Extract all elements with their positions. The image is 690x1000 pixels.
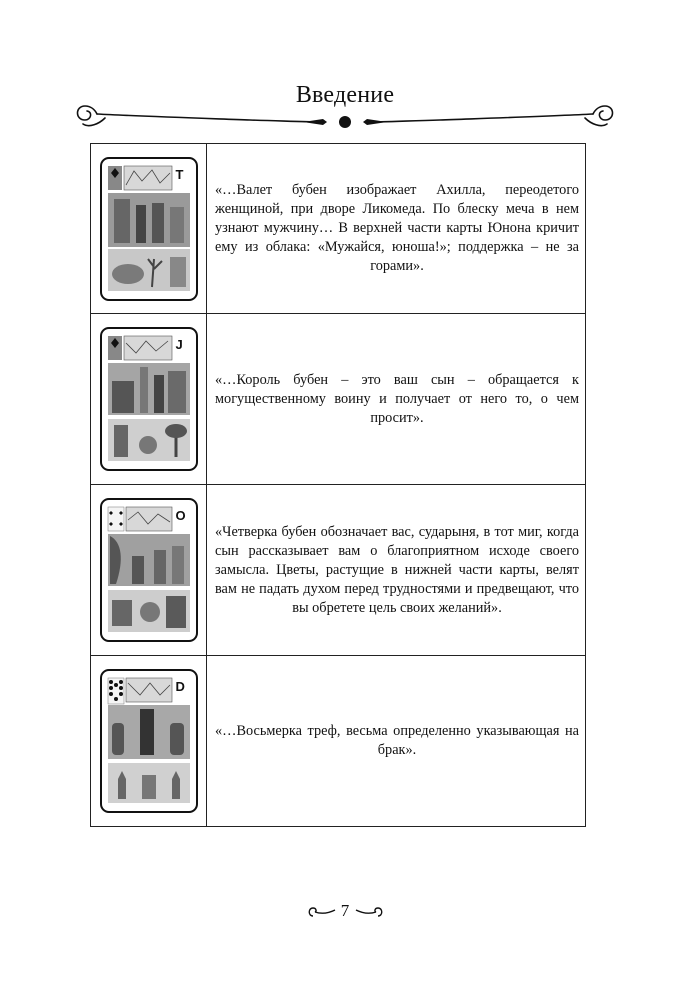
page-number: 7 bbox=[340, 901, 350, 920]
card-corner-letter: T bbox=[175, 166, 184, 182]
page-title: Введение bbox=[295, 82, 395, 108]
header-ornament-divider bbox=[75, 98, 615, 138]
page-folio bbox=[0, 901, 690, 921]
card-description: «…Валет бубен изображает Ахилла, переодетого женщиной, при дворе Ликомеда. По блеску меча в нем узнают мужчину… В верхней части карты Юнона кричит ему из облака: «Мужайся, юноша!»; поддержка – не за горами». bbox=[215, 182, 579, 274]
table-row bbox=[91, 485, 586, 656]
card-corner-letter: J bbox=[175, 337, 183, 352]
left-flourish-icon bbox=[307, 905, 337, 919]
card-image-eight-of-clubs bbox=[100, 669, 198, 813]
table-row bbox=[91, 314, 586, 485]
card-description: «…Король бубен – это ваш сын – обращается к могущественному воину и получает от него то, о чем просит». bbox=[215, 371, 579, 426]
cards-table bbox=[90, 143, 586, 827]
diamond-icon bbox=[102, 159, 196, 299]
card-image-four-of-diamonds bbox=[100, 498, 198, 642]
table-row bbox=[91, 656, 586, 827]
card-corner-letter: D bbox=[175, 679, 185, 694]
diamond-icon bbox=[102, 329, 196, 469]
card-image-jack-of-diamonds bbox=[100, 157, 198, 301]
right-flourish-icon bbox=[354, 905, 384, 919]
card-corner-letter: O bbox=[175, 508, 186, 523]
table-row bbox=[91, 144, 586, 314]
card-description: «Четверка бубен обозначает вас, сударыня, в тот миг, когда сын рассказывает вам о благоприятном исходе своего замысла. Цветы, растущие в нижней части карты, велят вам не падать духом перед трудностями и предвещают, что вы обретете цель своих желаний». bbox=[215, 523, 579, 616]
card-description: «…Восьмерка треф, весьма определенно указывающая на брак». bbox=[215, 723, 579, 758]
card-image-king-of-diamonds bbox=[100, 327, 198, 471]
